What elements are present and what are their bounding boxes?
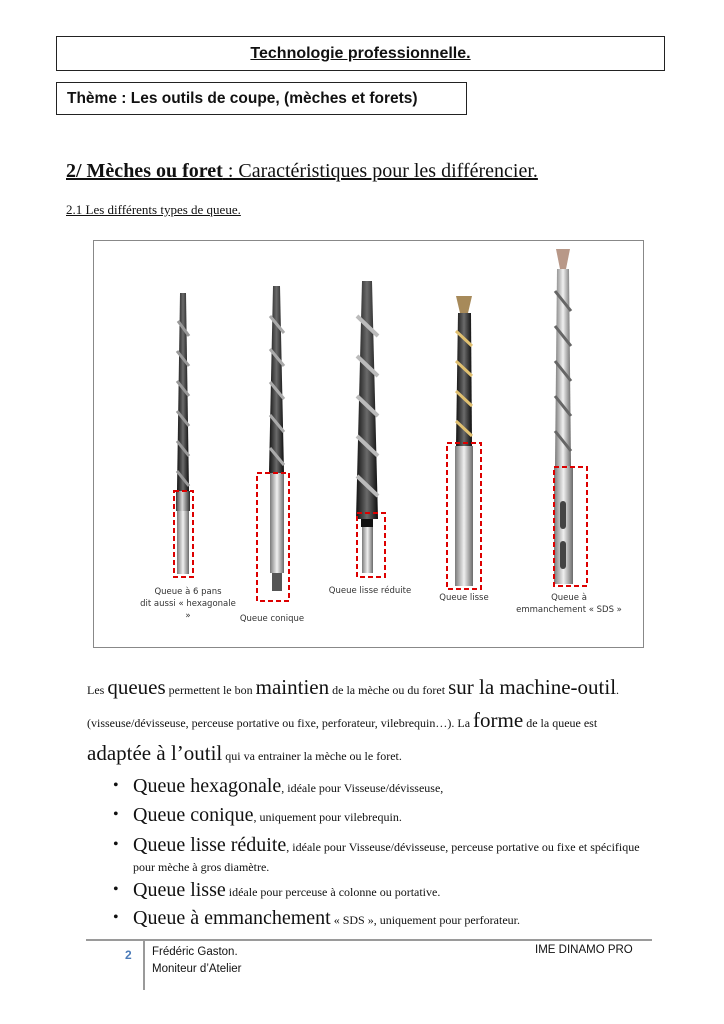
intro-paragraph xyxy=(87,672,647,771)
section-subtitle: : Caractéristiques pour les différencier. xyxy=(222,160,538,182)
drill-bit-sds xyxy=(554,249,587,586)
caption-reduced-smooth: Queue lisse réduite xyxy=(328,586,412,596)
document-title-box xyxy=(56,36,665,71)
bullet-item xyxy=(113,805,653,827)
caption-hexagonal-line1: Queue à 6 pans xyxy=(154,587,222,597)
caption-hexagonal-line2: dit aussi « hexagonale » xyxy=(140,599,236,621)
bullet-desc: « SDS », uniquement pour perforateur. xyxy=(330,913,520,927)
bullet-icon: • xyxy=(113,777,119,794)
para-text: permettent le bon xyxy=(165,683,256,697)
drill-bit-conical xyxy=(257,286,289,601)
drill-bit-reduced-smooth xyxy=(356,281,385,577)
para-emphasis: forme xyxy=(473,708,524,732)
section-number-title: 2/ Mèches ou foret xyxy=(66,160,223,182)
para-emphasis: queues xyxy=(107,675,166,699)
caption-sds xyxy=(514,592,624,616)
bullet-term: Queue à emmanchement xyxy=(133,907,331,929)
footer-vertical-divider xyxy=(143,940,145,990)
bullet-term: Queue lisse réduite xyxy=(133,834,287,856)
drill-bit-smooth xyxy=(447,296,481,589)
bullet-icon: • xyxy=(113,806,119,823)
para-text: qui va entrainer la mèche ou le foret. xyxy=(222,749,402,763)
bullet-term: Queue lisse xyxy=(133,879,226,901)
para-emphasis: adaptée à l’outil xyxy=(87,741,223,765)
caption-smooth: Queue lisse xyxy=(439,593,489,603)
theme-label: Thème : Les outils de coupe, (mèches et forets) xyxy=(67,89,418,107)
bullet-icon: • xyxy=(113,836,119,853)
caption-hexagonal xyxy=(138,586,238,622)
para-emphasis: sur la machine-outil xyxy=(448,675,617,699)
footer-role: Moniteur d’Atelier xyxy=(152,963,242,975)
subsection-heading: 2.1 Les différents types de queue. xyxy=(66,202,241,217)
bullet-item xyxy=(113,880,653,902)
footer-author: Frédéric Gaston. xyxy=(152,946,238,958)
caption-conical: Queue conique xyxy=(239,614,305,624)
bullet-desc: , idéale pour Visseuse/dévisseuse, perceuse portative ou fixe et spécifique pour mèche à gros diamètre. xyxy=(133,840,640,874)
para-text: de la mèche ou du foret xyxy=(329,683,449,697)
page-number: 2 xyxy=(125,948,132,962)
para-text: Les xyxy=(87,683,108,697)
document-title: Technologie professionnelle. xyxy=(250,44,471,62)
para-text: . (visseuse/dévisseuse, perceuse portative ou fixe, perforateur, vilebrequin…). La xyxy=(87,683,620,730)
drill-bit-hexagonal xyxy=(174,293,193,577)
para-emphasis: maintien xyxy=(255,675,330,699)
bullet-item xyxy=(113,908,653,930)
drill-bits-figure xyxy=(93,240,644,648)
section-heading xyxy=(66,160,538,183)
bullet-item xyxy=(113,776,653,798)
bullet-desc: , uniquement pour vilebrequin. xyxy=(253,810,402,824)
bullet-term: Queue hexagonale xyxy=(133,775,282,797)
bullet-icon: • xyxy=(113,909,119,926)
theme-box xyxy=(56,82,467,115)
caption-sds-line1: Queue à xyxy=(551,593,587,603)
caption-sds-line2: emmanchement « SDS » xyxy=(516,605,622,615)
bullet-desc: , idéale pour Visseuse/dévisseuse, xyxy=(281,781,444,795)
bullet-term: Queue conique xyxy=(133,804,254,826)
bullet-icon: • xyxy=(113,881,119,898)
bullet-desc: idéale pour perceuse à colonne ou portative. xyxy=(225,885,441,899)
footer-author-block xyxy=(152,944,241,978)
bullet-item xyxy=(113,835,653,877)
footer-organization: IME DINAMO PRO xyxy=(535,944,633,956)
footer-divider xyxy=(86,939,652,941)
para-text: de la queue est xyxy=(523,716,598,730)
